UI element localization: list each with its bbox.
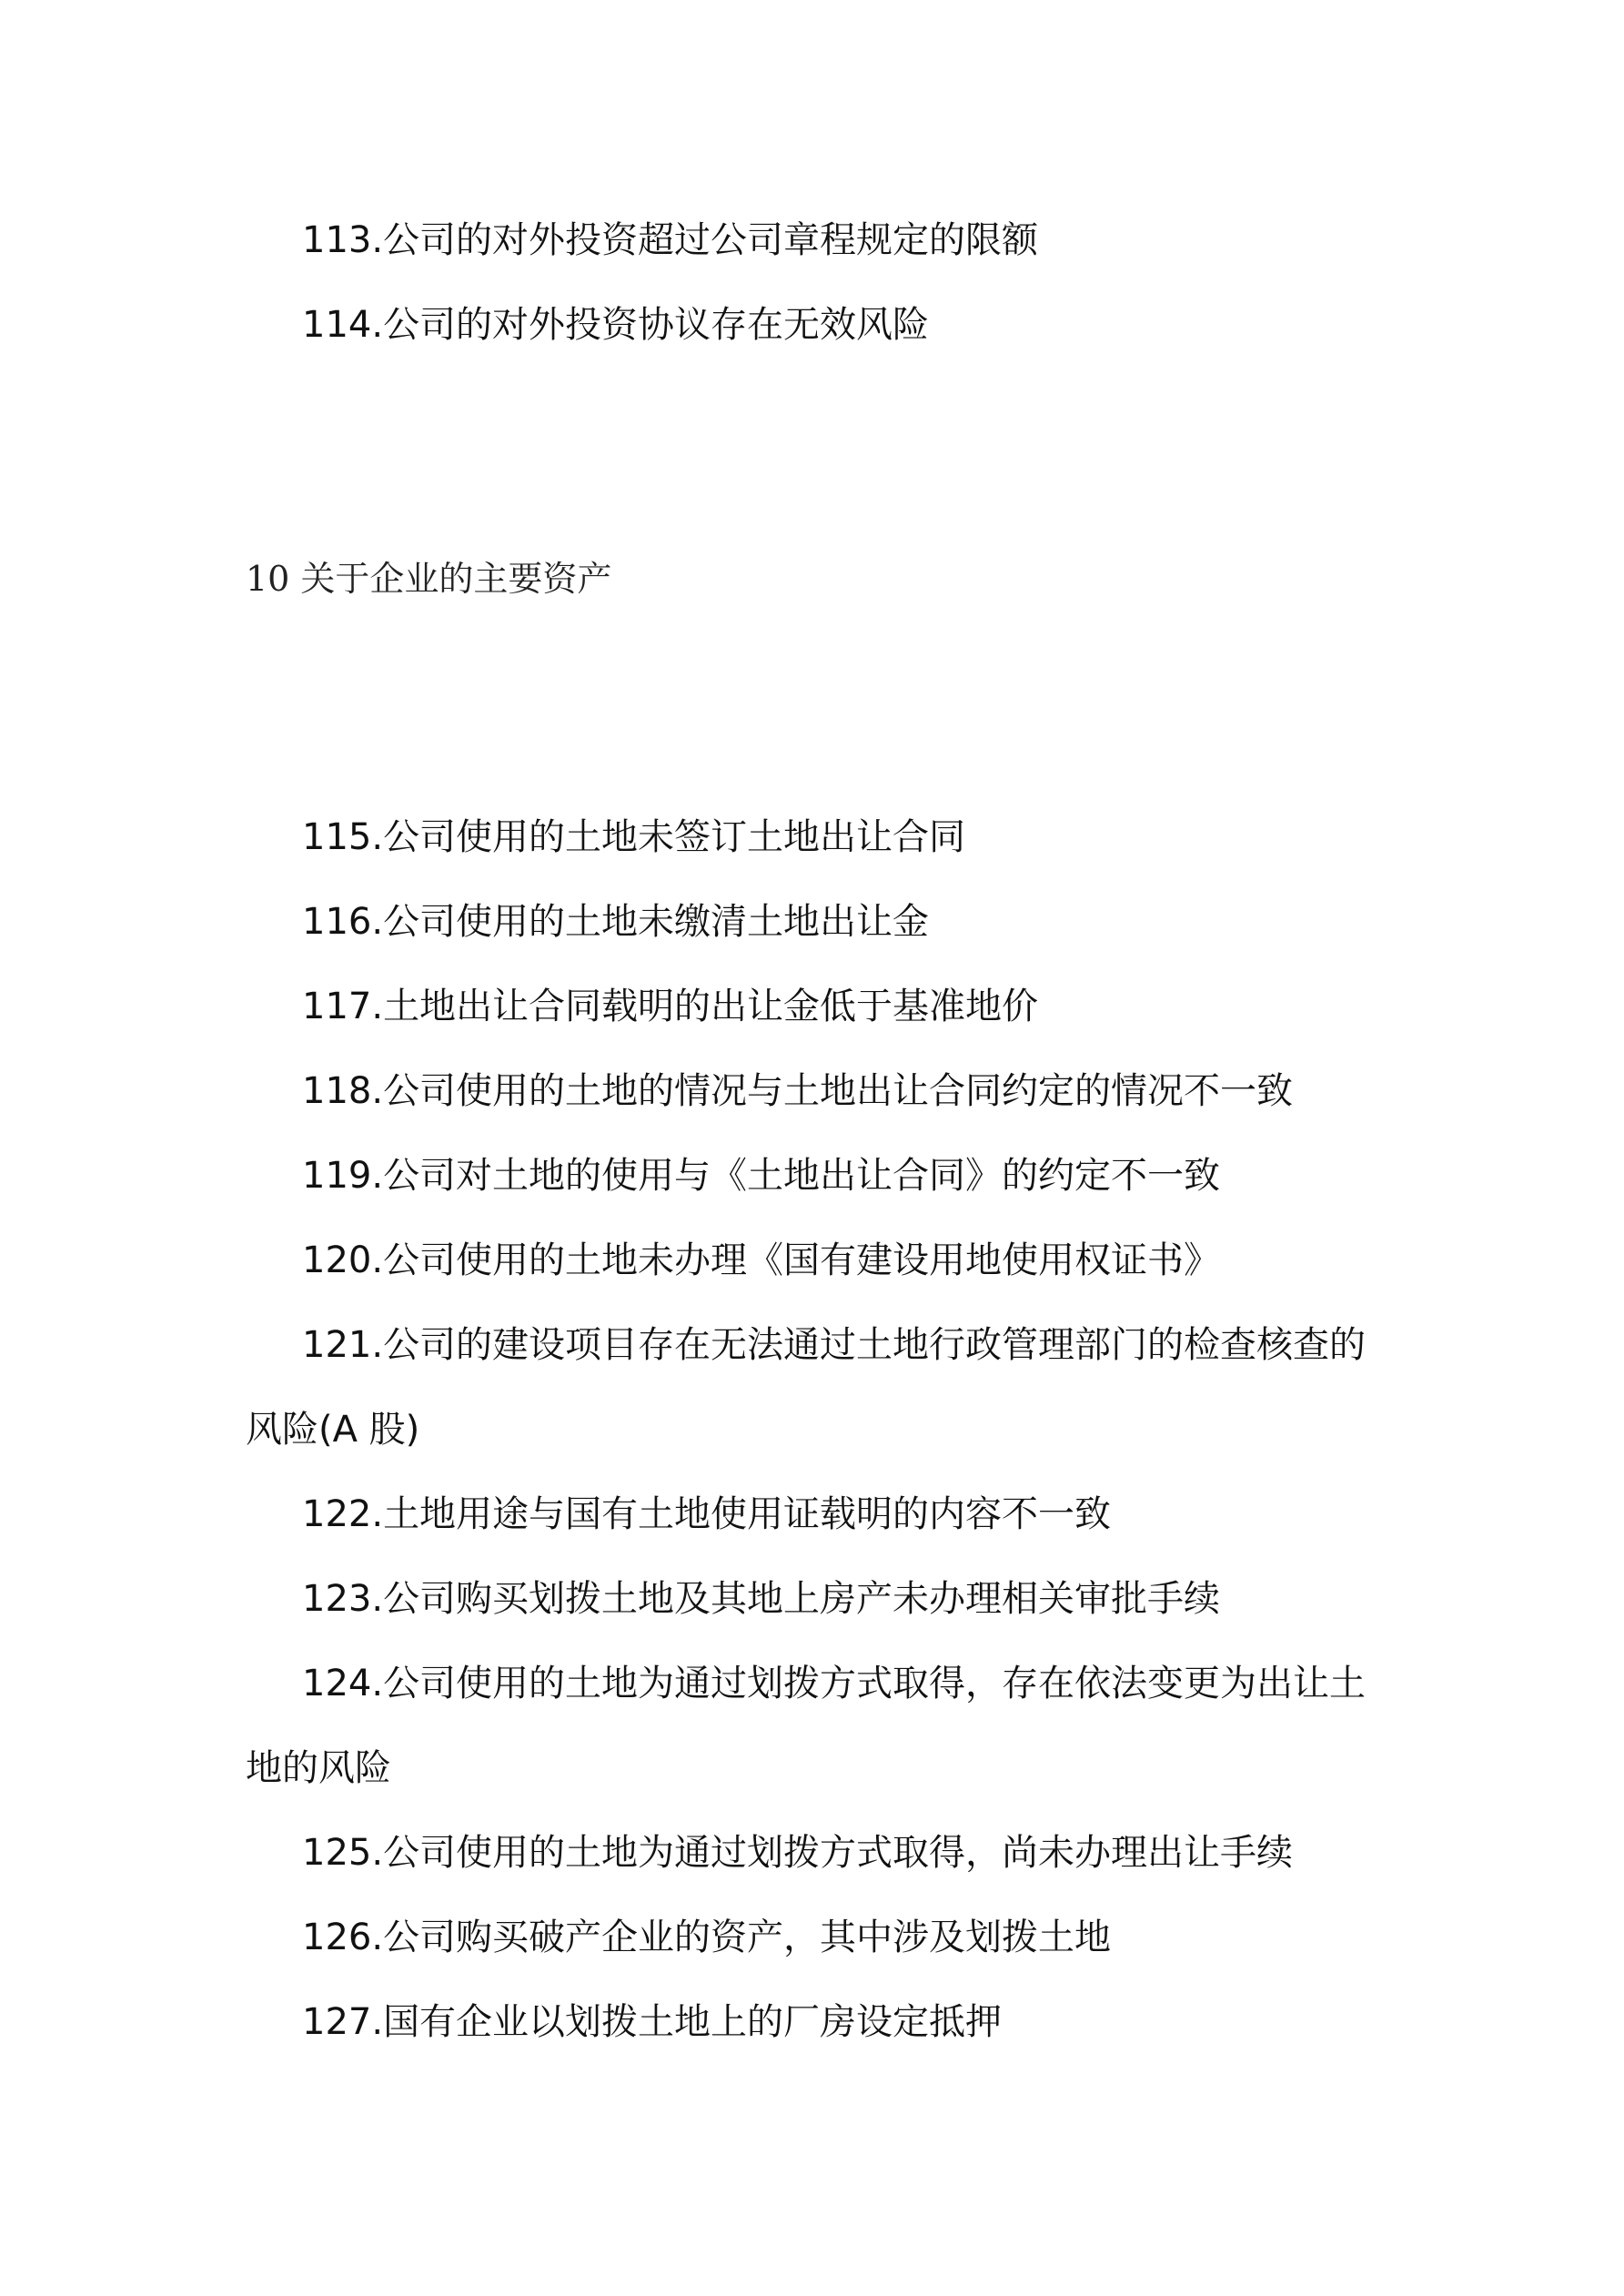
list-item-115: 115.公司使用的土地未签订土地出让合同 (302, 816, 966, 858)
list-item-116: 116.公司使用的土地未缴清土地出让金 (302, 901, 930, 943)
list-item-120: 120.公司使用的土地未办理《国有建设用地使用权证书》 (302, 1239, 1221, 1281)
list-item-117: 117.土地出让合同载明的出让金低于基准地价 (302, 986, 1039, 1027)
list-item-118: 118.公司使用的土地的情况与土地出让合同约定的情况不一致 (302, 1070, 1294, 1112)
list-item-126: 126.公司购买破产企业的资产，其中涉及划拨土地 (302, 1917, 1112, 1958)
list-item-123: 123.公司购买划拨土地及其地上房产未办理相关审批手续 (302, 1578, 1221, 1620)
list-item-121: 121.公司的建设项目存在无法通过土地行政管理部门的检查核查的风险(A 股) (246, 1324, 1367, 1451)
list-item-125: 125.公司使用的土地为通过划拨方式取得，尚未办理出让手续 (302, 1832, 1294, 1874)
list-item-122: 122.土地用途与国有土地使用证载明的内容不一致 (302, 1493, 1112, 1535)
list-item-119: 119.公司对土地的使用与《土地出让合同》的约定不一致 (302, 1155, 1221, 1197)
list-item-114: 114.公司的对外投资协议存在无效风险 (302, 304, 930, 346)
list-item-124: 124.公司使用的土地为通过划拨方式取得，存在依法变更为出让土地的风险 (246, 1663, 1367, 1789)
section-heading: 10 关于企业的主要资产 (246, 559, 612, 599)
list-item-127: 127.国有企业以划拨土地上的厂房设定抵押 (302, 2001, 1003, 2043)
list-item-113: 113.公司的对外投资超过公司章程规定的限额 (302, 219, 1039, 261)
